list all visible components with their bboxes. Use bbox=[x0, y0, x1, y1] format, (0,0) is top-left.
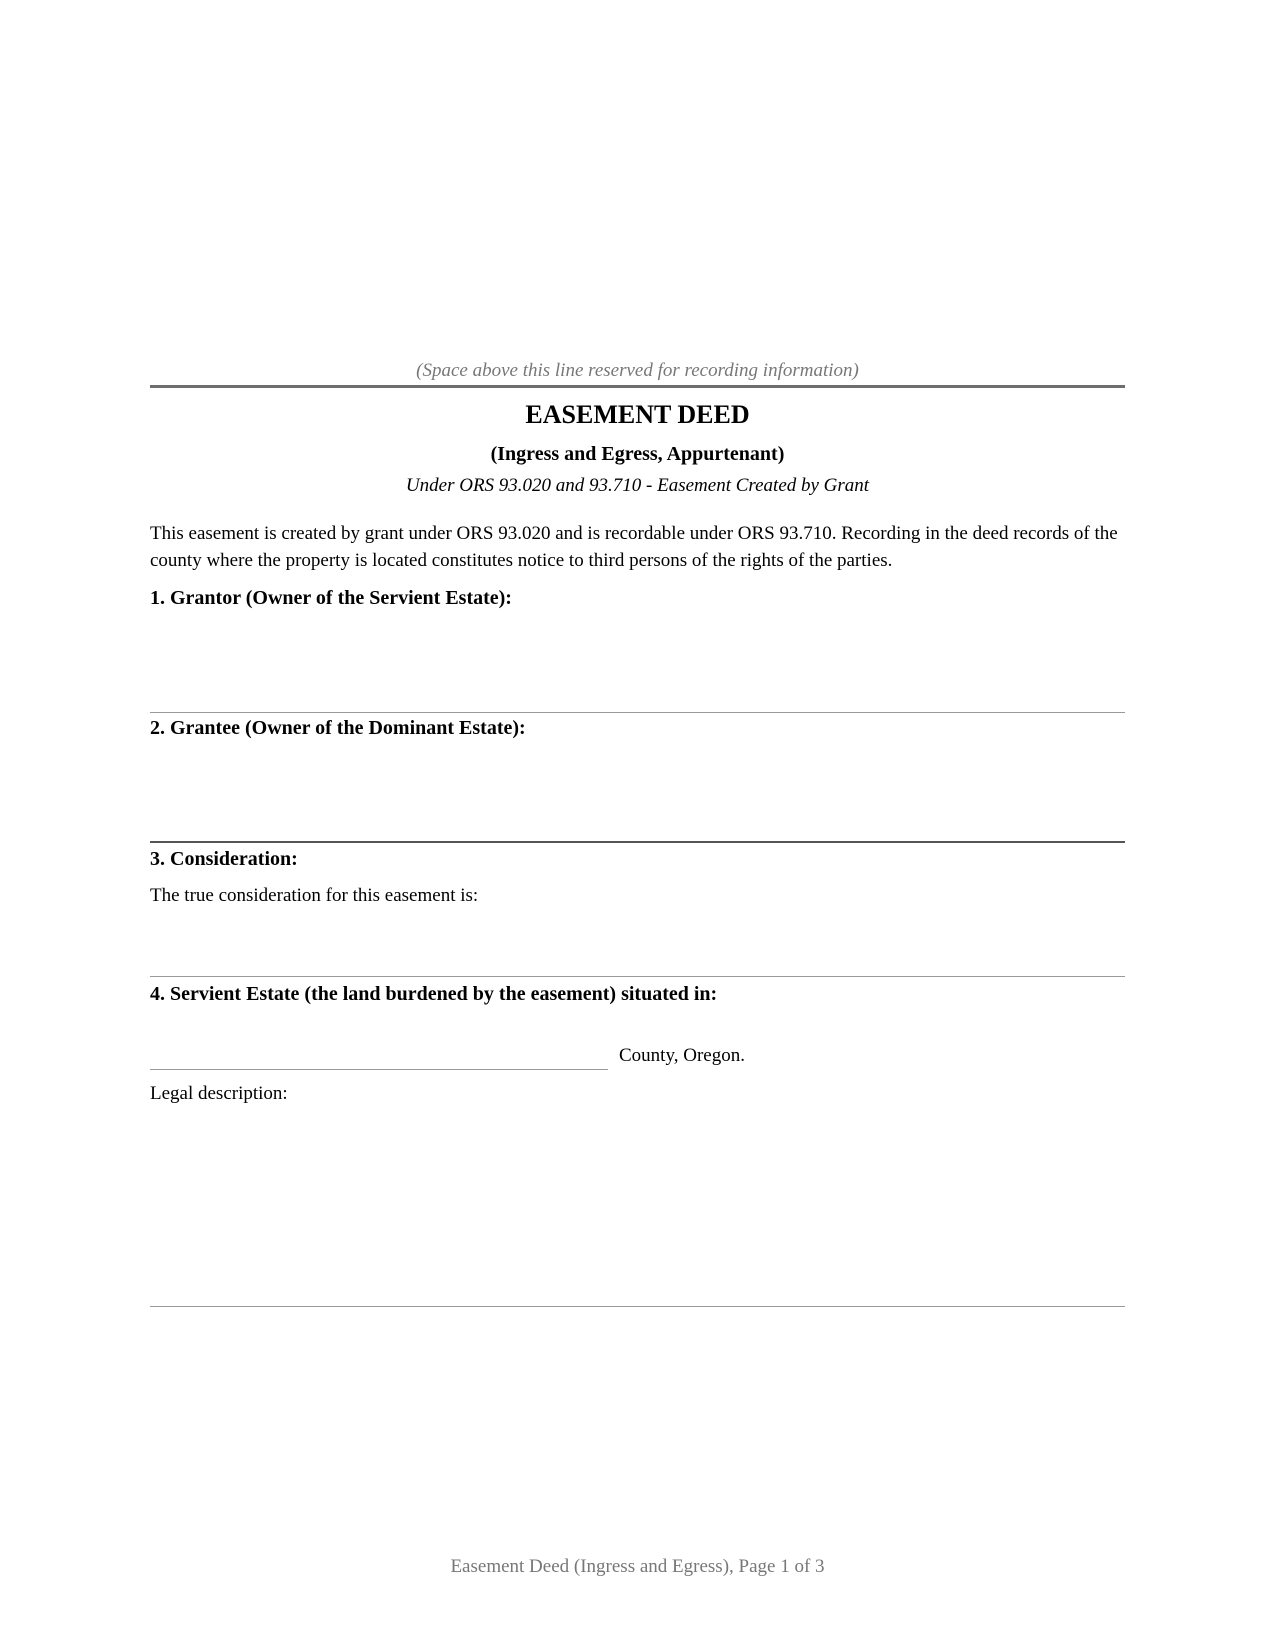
grantor-field-line bbox=[150, 712, 1125, 713]
consideration-field-line bbox=[150, 976, 1125, 977]
legal-description-field-line bbox=[150, 1306, 1125, 1307]
document-title: EASEMENT DEED bbox=[525, 400, 750, 429]
page-footer: Easement Deed (Ingress and Egress), Page 1 of 3 bbox=[450, 1556, 825, 1577]
county-suffix: County, Oregon. bbox=[619, 1045, 745, 1066]
legal-description-label: Legal description: bbox=[150, 1083, 288, 1104]
servient-estate-heading: 4. Servient Estate (the land burdened by the easement) situated in: bbox=[150, 983, 718, 1005]
statutory-authority: Under ORS 93.020 and 93.710 - Easement Created by Grant bbox=[405, 475, 870, 496]
county-field-line bbox=[150, 1069, 608, 1070]
grantee-heading: 2. Grantee (Owner of the Dominant Estate): bbox=[150, 717, 526, 739]
document-subtitle: (Ingress and Egress, Appurtenant) bbox=[490, 443, 785, 465]
recording-space-note: (Space above this line reserved for recording information) bbox=[416, 360, 859, 381]
grantor-heading: 1. Grantor (Owner of the Servient Estate): bbox=[150, 587, 512, 609]
deed-page bbox=[150, 0, 1125, 1650]
intro-paragraph: This easement is created by grant under ORS 93.020 and is recordable under ORS 93.710. Recording in the deed records of the county where the property is located constitutes notice to third persons of the rights of the parties. bbox=[150, 523, 1118, 571]
recording-divider bbox=[150, 385, 1125, 388]
grantee-field-line bbox=[150, 841, 1125, 843]
consideration-heading: 3. Consideration: bbox=[150, 848, 298, 870]
consideration-text: The true consideration for this easement is: bbox=[150, 885, 479, 906]
